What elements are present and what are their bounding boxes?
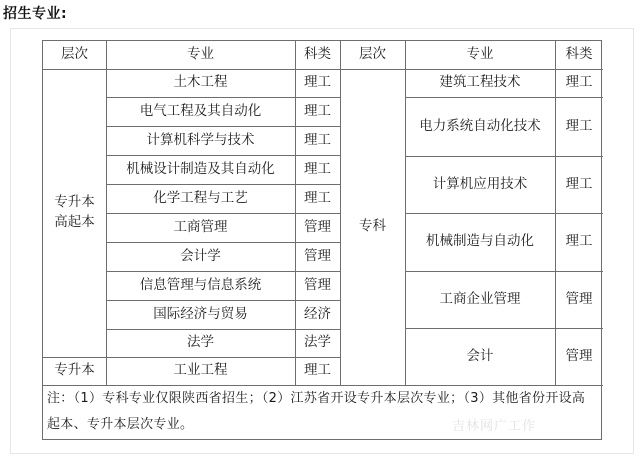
section-heading: 招生专业: (3, 6, 68, 22)
category-cell: 管理 (304, 276, 331, 293)
category-cell: 管理 (565, 290, 593, 307)
category-cell: 理工 (565, 117, 593, 134)
category-cell: 理工 (304, 131, 331, 148)
category-cell: 理工 (565, 175, 593, 192)
level-label: 专升本 (54, 194, 95, 211)
major-cell: 工业工程 (173, 362, 228, 379)
category-cell: 经济 (304, 305, 331, 322)
major-cell: 计算机应用技术 (432, 175, 528, 192)
major-cell: 会计学 (180, 247, 221, 264)
level-cell-upgrade: 专升本 (54, 362, 95, 379)
major-cell: 电气工程及其自动化 (139, 102, 262, 119)
level-cell-vocational: 专科 (359, 218, 386, 235)
category-cell: 法学 (304, 334, 331, 351)
major-cell: 土木工程 (173, 74, 228, 91)
category-cell: 管理 (304, 247, 331, 264)
category-cell: 理工 (304, 160, 331, 177)
major-cell: 工商企业管理 (439, 290, 521, 307)
category-cell: 理工 (304, 74, 331, 91)
major-cell: 国际经济与贸易 (153, 305, 248, 322)
major-cell: 机械制造与自动化 (426, 233, 534, 250)
header-category: 科类 (304, 46, 331, 63)
major-cell: 电力系统自动化技术 (419, 117, 541, 134)
header-level: 层次 (61, 46, 88, 63)
category-cell: 管理 (304, 218, 331, 235)
level-cell-undergrad (43, 69, 106, 357)
watermark: 吉林网广工作 (452, 419, 537, 434)
header-level-right: 层次 (359, 46, 386, 63)
category-cell: 理工 (565, 233, 593, 250)
enrollment-majors-table (42, 40, 602, 440)
major-cell: 建筑工程技术 (439, 74, 521, 91)
major-cell: 信息管理与信息系统 (139, 276, 262, 293)
major-cell: 机械设计制造及其自动化 (126, 160, 275, 177)
category-cell: 理工 (304, 189, 331, 206)
category-cell: 理工 (304, 362, 331, 379)
header-major: 专业 (187, 46, 214, 63)
header-category-right: 科类 (565, 46, 593, 63)
major-cell: 工商管理 (173, 218, 228, 235)
category-cell: 理工 (565, 74, 593, 91)
level-label: 高起本 (54, 214, 95, 230)
major-cell: 会计 (466, 347, 494, 364)
category-cell: 管理 (565, 347, 593, 364)
major-cell: 化学工程与工艺 (153, 189, 248, 206)
category-cell: 理工 (304, 102, 331, 119)
major-cell: 法学 (187, 334, 214, 351)
major-cell: 计算机科学与技术 (146, 131, 255, 148)
table-note: 注：（1）专科专业仅限陕西省招生；（2）江苏省开设专升本层次专业；（3）其他省份开设高起本、专升本层次专业。 (47, 391, 586, 432)
header-major-right: 专业 (466, 46, 494, 63)
